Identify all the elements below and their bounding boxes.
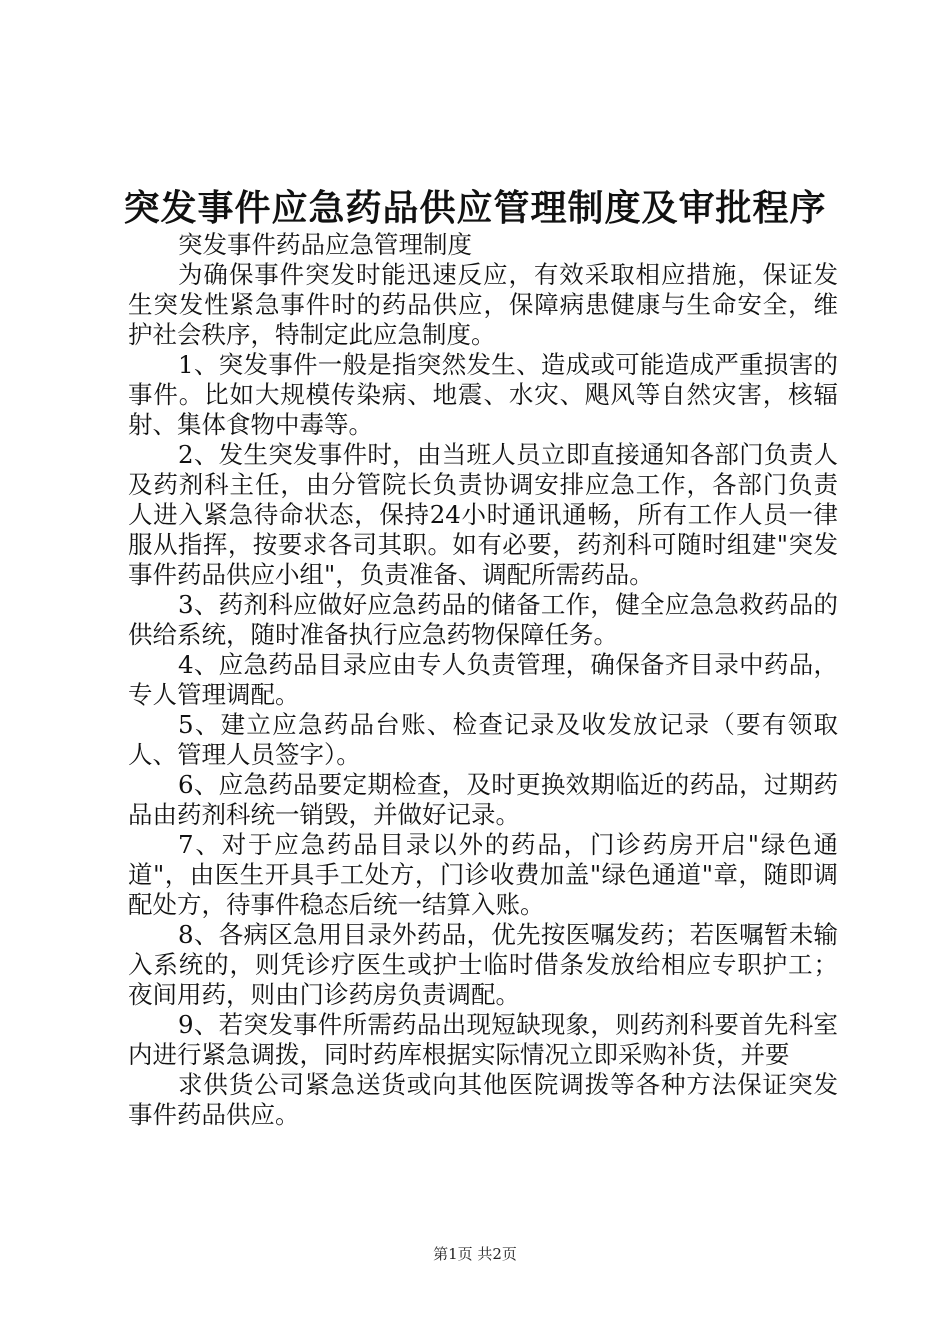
paragraph-item-4: 4、应急药品目录应由专人负责管理，确保备齐目录中药品，专人管理调配。 <box>128 650 838 709</box>
paragraph-item-3: 3、药剂科应做好应急药品的储备工作，健全应急急救药品的供给系统，随时准备执行应急药物保障任务。 <box>128 590 838 649</box>
document-body <box>128 230 838 1130</box>
paragraph-item-9: 9、若突发事件所需药品出现短缺现象，则药剂科要首先科室内进行紧急调拨，同时药库根据实际情况立即采购补货，并要 <box>128 1010 838 1069</box>
document-title: 突发事件应急药品供应管理制度及审批程序 <box>123 187 827 229</box>
paragraph-item-8: 8、各病区急用目录外药品，优先按医嘱发药；若医嘱暂未输入系统的，则凭诊疗医生或护士临时借条发放给相应专职护工；夜间用药，则由门诊药房负责调配。 <box>128 920 838 1009</box>
paragraph-continuation: 求供货公司紧急送货或向其他医院调拨等各种方法保证突发事件药品供应。 <box>128 1070 838 1129</box>
paragraph-item-2: 2、发生突发事件时，由当班人员立即直接通知各部门负责人及药剂科主任，由分管院长负责协调安排应急工作，各部门负责人进入紧急待命状态，保持24小时通讯通畅，所有工作人员一律服从指挥，按要求各司其职。如有必要，药剂科可随时组建"突发事件药品供应小组"，负责准备、调配所需药品。 <box>128 440 838 589</box>
paragraph-item-6: 6、应急药品要定期检查，及时更换效期临近的药品，过期药品由药剂科统一销毁，并做好记录。 <box>128 770 838 829</box>
paragraph-item-7: 7、对于应急药品目录以外的药品，门诊药房开启"绿色通道"，由医生开具手工处方，门诊收费加盖"绿色通道"章，随即调配处方，待事件稳态后统一结算入账。 <box>128 830 838 919</box>
paragraph-intro: 为确保事件突发时能迅速反应，有效采取相应措施，保证发生突发性紧急事件时的药品供应，保障病患健康与生命安全，维护社会秩序，特制定此应急制度。 <box>128 260 838 349</box>
section-heading: 突发事件药品应急管理制度 <box>178 230 472 259</box>
page-number-footer: 第1页 共2页 <box>433 1245 517 1263</box>
paragraph-item-1: 1、突发事件一般是指突然发生、造成或可能造成严重损害的事件。比如大规模传染病、地震、水灾、飓风等自然灾害，核辐射、集体食物中毒等。 <box>128 350 838 439</box>
paragraph-item-5: 5、建立应急药品台账、检查记录及收发放记录（要有领取人、管理人员签字）。 <box>128 710 838 769</box>
